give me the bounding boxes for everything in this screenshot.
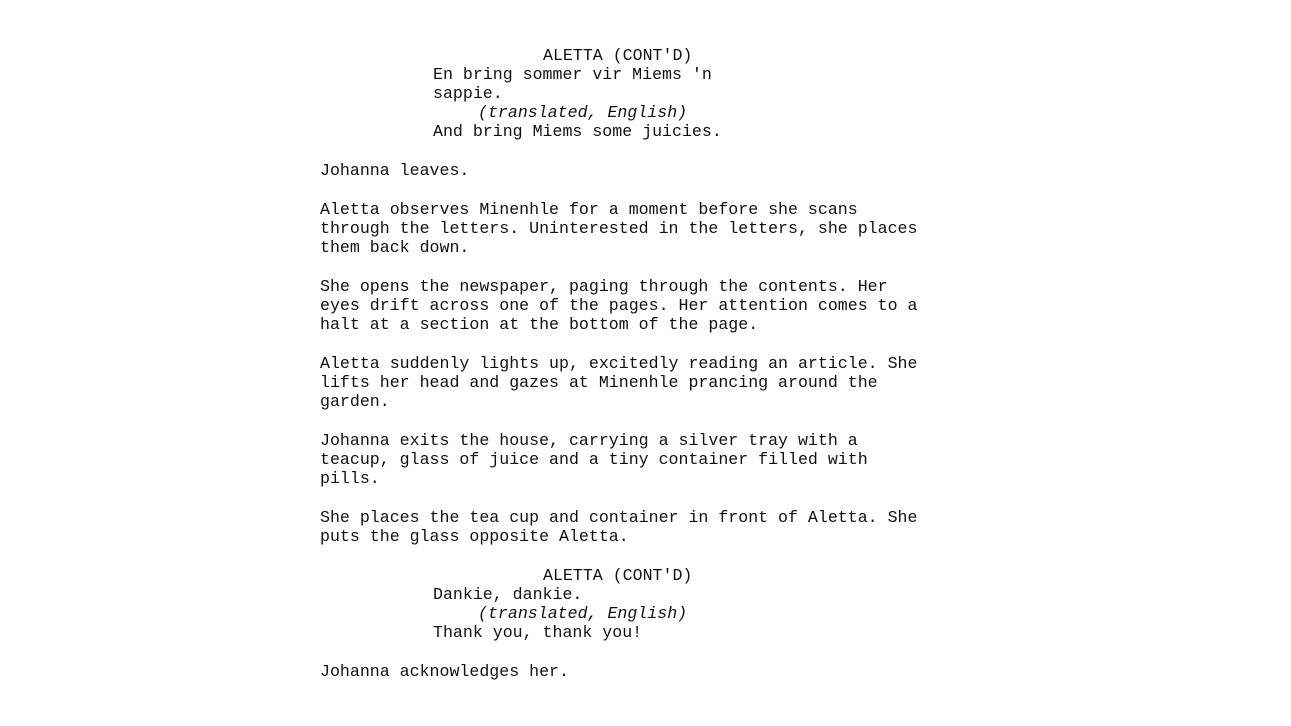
action-line: She opens the newspaper, paging through the contents. Her: [320, 277, 888, 296]
action-line: puts the glass opposite Aletta.: [320, 527, 629, 546]
parenthetical: (translated, English): [478, 604, 688, 623]
dialogue-line: En bring sommer vir Miems 'n: [433, 65, 712, 84]
dialogue-line: And bring Miems some juicies.: [433, 122, 722, 141]
action-line: through the letters. Uninterested in the letters, she places: [320, 219, 918, 238]
action-line: Johanna acknowledges her.: [320, 662, 569, 681]
action-line: eyes drift across one of the pages. Her attention comes to a: [320, 296, 918, 315]
action-line: them back down.: [320, 238, 470, 257]
action-line: lifts her head and gazes at Minenhle prancing around the: [320, 373, 878, 392]
character-name: ALETTA (CONT'D): [543, 566, 693, 585]
action-line: She places the tea cup and container in front of Aletta. She: [320, 508, 918, 527]
parenthetical: (translated, English): [478, 103, 688, 122]
action-line: Aletta suddenly lights up, excitedly reading an article. She: [320, 354, 918, 373]
action-line: pills.: [320, 469, 380, 488]
character-name: ALETTA (CONT'D): [543, 46, 693, 65]
action-line: Johanna leaves.: [320, 161, 470, 180]
action-line: Aletta observes Minenhle for a moment before she scans: [320, 200, 858, 219]
action-line: Johanna exits the house, carrying a silver tray with a: [320, 431, 858, 450]
action-line: teacup, glass of juice and a tiny container filled with: [320, 450, 868, 469]
dialogue-line: Dankie, dankie.: [433, 585, 583, 604]
dialogue-line: Thank you, thank you!: [433, 623, 643, 642]
action-line: garden.: [320, 392, 390, 411]
dialogue-line: sappie.: [433, 84, 503, 103]
action-line: halt at a section at the bottom of the page.: [320, 315, 759, 334]
